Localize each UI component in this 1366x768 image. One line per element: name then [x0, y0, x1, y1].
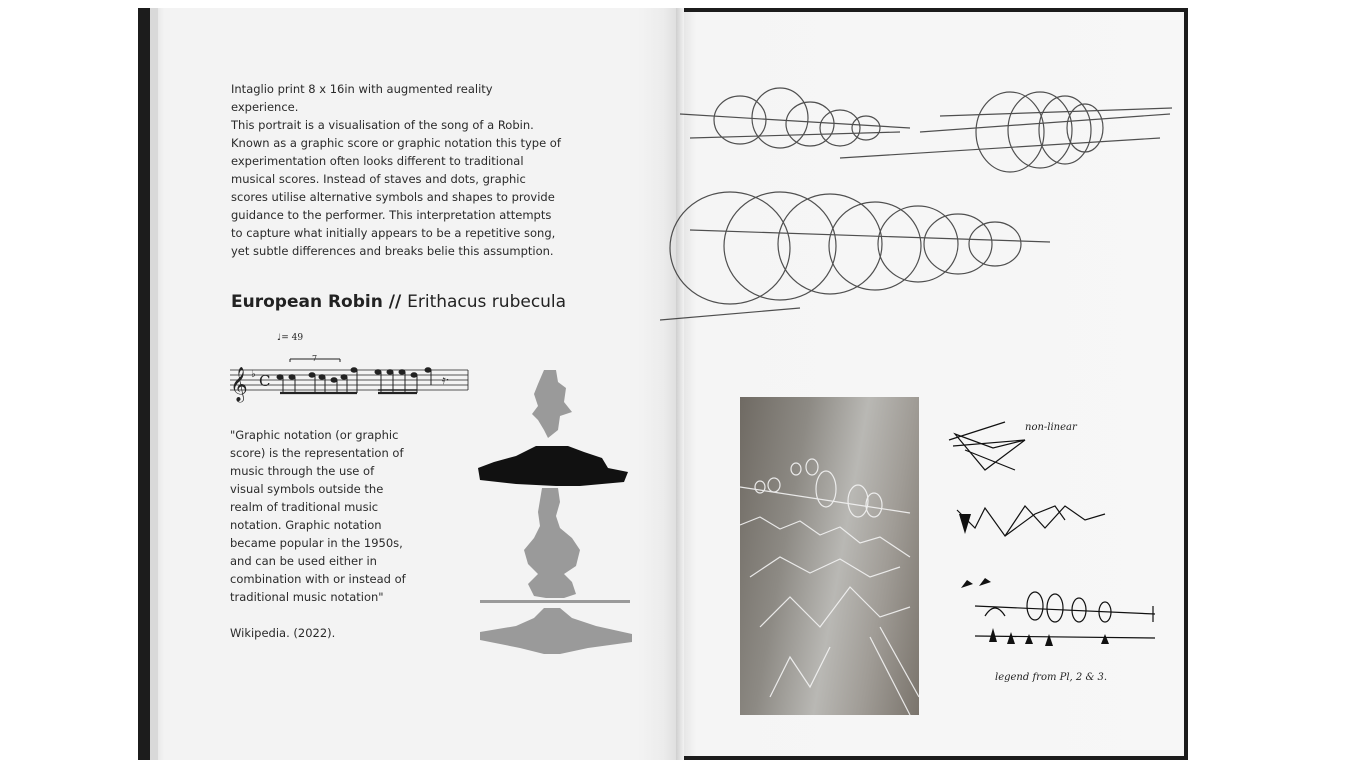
flat-sign-icon: ♭ [251, 369, 256, 380]
legend-sketch [945, 410, 1175, 700]
common-time-icon: C [259, 372, 271, 390]
spectrogram-graphic [476, 368, 636, 658]
description-paragraph: This portrait is a visualisation of the song of a Robin. Known as a graphic score or graphic notation this type of experimentation often looks different to traditional musical scores. Instead of staves and dots, graphic scores utilise alternative symbols and shapes to provide guidance to the performer. This interpretation attempts to capture what initially appears to be a repetitive song, yet subtle differences and breaks belie this assumption. [231, 118, 561, 258]
page-title [231, 292, 566, 312]
intro-text: Intaglio print 8 x 16in with augmented reality experience. [231, 82, 493, 114]
tuplet-number: 7 [312, 354, 318, 363]
treble-clef-icon: 𝄞 [230, 367, 248, 402]
sketch-label-nonlinear: non-linear [1025, 422, 1077, 433]
quote-text: "Graphic notation (or graphic score) is the representation of music through the use of visual symbols outside the realm of traditional music notation. Graphic notation became popular in the 1950s, and can be used either in combination with or instead of traditional music notation" [230, 428, 406, 604]
citation-text: Wikipedia. (2022). [230, 626, 336, 640]
sketch-caption: legend from Pl, 2 & 3. [995, 672, 1108, 683]
title-latin-name: Erithacus rubecula [407, 292, 567, 312]
page-stack-edge [150, 8, 158, 760]
tempo-marking: ♩= 49 [277, 333, 304, 343]
graphic-score-sketch [660, 80, 1180, 330]
title-separator: // [382, 292, 408, 312]
augmented-reality-photo [740, 397, 919, 715]
rest-icon: 𝄿· [442, 373, 450, 387]
music-notation [230, 350, 472, 406]
title-common-name: European Robin [231, 292, 383, 312]
